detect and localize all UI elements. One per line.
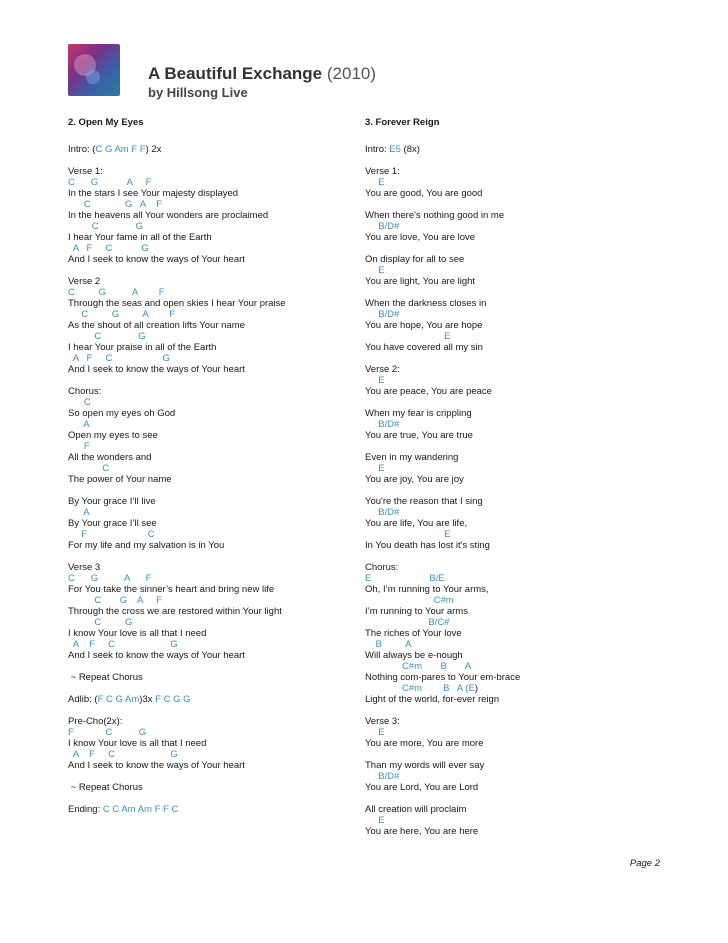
text: (8x)	[400, 144, 420, 155]
chord: F C G G	[155, 694, 191, 705]
text: All creation will proclaim	[365, 804, 467, 815]
line-gap	[68, 661, 353, 672]
text: I hear Your fame in all of the Earth	[68, 232, 212, 243]
line-gap	[365, 705, 665, 716]
chord: C	[68, 463, 110, 474]
chord-line	[365, 595, 665, 606]
chord-line	[68, 529, 353, 540]
text: You are love, You are love	[365, 232, 476, 243]
lyric-line	[68, 408, 353, 419]
text: )3x	[139, 694, 156, 705]
lyric-line	[68, 694, 353, 705]
chord-line	[365, 419, 665, 430]
lyric-line	[365, 782, 665, 793]
lyric-line	[365, 606, 665, 617]
text: )	[474, 683, 478, 694]
chord: B/D#	[365, 507, 400, 518]
chord-line	[365, 507, 665, 518]
text: ~ Repeat Chorus	[68, 782, 143, 793]
chord-line	[365, 331, 665, 342]
lyric-line	[68, 804, 353, 815]
lyric-line	[68, 298, 353, 309]
chord-line	[68, 309, 353, 320]
text: Oh, I’m running to Your arms,	[365, 584, 489, 595]
text: When there's nothing good in me	[365, 210, 505, 221]
album-cover-image	[68, 44, 120, 96]
chord-line	[68, 463, 353, 474]
chord: A F C G	[68, 243, 149, 254]
chord-line	[68, 397, 353, 408]
text: You are true, You are true	[365, 430, 473, 441]
line-gap	[68, 793, 353, 804]
chord: C G A F	[68, 177, 152, 188]
lyric-line	[68, 276, 353, 287]
chord-line	[68, 617, 353, 628]
line-gap	[68, 683, 353, 694]
text: Verse 1:	[365, 166, 400, 177]
lyric-line	[365, 342, 665, 353]
text: When the darkness closes in	[365, 298, 487, 309]
chord-line	[365, 463, 665, 474]
lyric-line	[365, 298, 665, 309]
page-number: Page 2	[629, 858, 660, 869]
line-gap	[68, 485, 353, 496]
text: You have covered all my sin	[365, 342, 483, 353]
lyric-line	[68, 386, 353, 397]
lyric-line	[68, 210, 353, 221]
chord: C G A F	[68, 595, 162, 606]
lyric-line	[68, 320, 353, 331]
lyric-line	[365, 540, 665, 551]
text: The riches of Your love	[365, 628, 462, 639]
chord: B A	[365, 639, 412, 650]
lyric-line	[68, 716, 353, 727]
chord: C G	[68, 221, 143, 232]
line-gap	[365, 397, 665, 408]
chord-line	[365, 529, 665, 540]
text: Light of the world, for-ever reign	[365, 694, 500, 705]
text: By Your grace I’ll live	[68, 496, 156, 507]
chord-line	[365, 375, 665, 386]
lyric-line	[68, 562, 353, 573]
lyric-line	[68, 342, 353, 353]
song-lines	[365, 144, 665, 837]
chord: E B/E	[365, 573, 445, 584]
line-gap	[365, 793, 665, 804]
text: When my fear is crippling	[365, 408, 472, 419]
chord-line	[68, 331, 353, 342]
lyric-line	[365, 430, 665, 441]
chord-line	[365, 177, 665, 188]
text: Pre-Cho(2x):	[68, 716, 123, 727]
lyric-line	[365, 210, 665, 221]
lyric-line	[365, 386, 665, 397]
line-gap	[68, 375, 353, 386]
lyric-line	[68, 496, 353, 507]
text: And I seek to know the ways of Your heart	[68, 364, 245, 375]
chord: F C G Am	[97, 694, 140, 705]
lyric-line	[365, 804, 665, 815]
lyric-line	[365, 826, 665, 837]
text: For You take the sinner’s heart and bring new life	[68, 584, 275, 595]
line-gap	[365, 485, 665, 496]
line-gap	[68, 551, 353, 562]
album-header	[68, 44, 377, 104]
lyric-line	[68, 166, 353, 177]
text: You're the reason that I sing	[365, 496, 483, 507]
text: You are hope, You are hope	[365, 320, 483, 331]
text: And I seek to know the ways of Your heart	[68, 650, 245, 661]
chord: A F C G	[68, 353, 170, 364]
chord-line	[365, 573, 665, 584]
chord-line	[68, 727, 353, 738]
lyric-line	[365, 166, 665, 177]
lyric-line	[68, 606, 353, 617]
chord: E	[365, 265, 385, 276]
text: Nothing com-pares to Your em-brace	[365, 672, 521, 683]
text: As the shout of all creation lifts Your name	[68, 320, 245, 331]
text: The power of Your name	[68, 474, 172, 485]
lyric-line	[365, 452, 665, 463]
chord: B/D#	[365, 309, 400, 320]
text: I hear Your praise in all of the Earth	[68, 342, 217, 353]
text: And I seek to know the ways of Your heart	[68, 254, 245, 265]
chord-line	[365, 727, 665, 738]
song-column-right	[365, 117, 665, 837]
text: And I seek to know the ways of Your heart	[68, 760, 245, 771]
text: Adlib: (	[68, 694, 98, 705]
chord: E	[468, 683, 475, 694]
album-artist: by Hillsong Live	[148, 85, 248, 100]
line-gap	[365, 287, 665, 298]
lyric-line	[365, 474, 665, 485]
line-gap	[365, 243, 665, 254]
chord-line	[68, 353, 353, 364]
text: Intro: (	[68, 144, 96, 155]
text: Will always be e-nough	[365, 650, 463, 661]
song-lines	[68, 144, 353, 815]
chord: C G A F	[68, 199, 162, 210]
text: You are joy, You are joy	[365, 474, 464, 485]
lyric-line	[68, 452, 353, 463]
chord-line	[68, 221, 353, 232]
line-gap	[68, 265, 353, 276]
chord-line	[365, 661, 665, 672]
chord-line	[365, 265, 665, 276]
text: All the wonders and	[68, 452, 152, 463]
text: Than my words will ever say	[365, 760, 485, 771]
chord-line	[68, 639, 353, 650]
chord-line	[68, 749, 353, 760]
text: In You death has lost it's sting	[365, 540, 490, 551]
chord: E	[365, 815, 385, 826]
lyric-line	[365, 562, 665, 573]
chord-line	[68, 419, 353, 430]
line-gap	[68, 771, 353, 782]
text: ~ Repeat Chorus	[68, 672, 143, 683]
lyric-line	[68, 232, 353, 243]
chord: C#m B A (	[365, 683, 469, 694]
lyric-line	[365, 628, 665, 639]
lyric-line	[365, 320, 665, 331]
lyric-line	[365, 683, 665, 694]
chord-line	[68, 595, 353, 606]
chord-line	[68, 243, 353, 254]
lyric-line	[365, 760, 665, 771]
chord: C	[68, 397, 91, 408]
text: ) 2x	[145, 144, 162, 155]
chord: A	[68, 507, 90, 518]
chord-line	[68, 199, 353, 210]
chord-line	[365, 639, 665, 650]
text: Chorus:	[365, 562, 399, 573]
text: On display for all to see	[365, 254, 465, 265]
song-column-left	[68, 117, 353, 815]
lyric-line	[68, 540, 353, 551]
lyric-line	[365, 672, 665, 683]
lyric-line	[365, 650, 665, 661]
chord: A F C G	[68, 639, 178, 650]
lyric-line	[365, 232, 665, 243]
line-gap	[68, 705, 353, 716]
chord: E	[365, 529, 451, 540]
text: Ending:	[68, 804, 103, 815]
chord: F	[68, 441, 90, 452]
text: You are life, You are life,	[365, 518, 468, 529]
chord: B/D#	[365, 419, 400, 430]
text: Through the seas and open skies I hear Your praise	[68, 298, 286, 309]
chord-line	[68, 573, 353, 584]
text: In the heavens all Your wonders are proclaimed	[68, 210, 269, 221]
line-gap	[365, 749, 665, 760]
text: For my life and my salvation is in You	[68, 540, 225, 551]
line-gap	[365, 353, 665, 364]
song-title: 2. Open My Eyes	[68, 117, 144, 128]
lyric-line	[68, 364, 353, 375]
lyric-line	[68, 760, 353, 771]
chord-line	[365, 221, 665, 232]
lyric-line	[68, 188, 353, 199]
text: Verse 2:	[365, 364, 400, 375]
chord-line	[365, 309, 665, 320]
chord: E	[365, 177, 385, 188]
lyric-line	[365, 276, 665, 287]
lyric-line	[365, 364, 665, 375]
chord: C G	[68, 331, 146, 342]
line-gap	[68, 155, 353, 166]
lyric-line	[68, 782, 353, 793]
text: Chorus:	[68, 386, 102, 397]
album-year: (2010)	[326, 64, 377, 83]
text: Verse 3:	[365, 716, 400, 727]
text: Intro:	[365, 144, 390, 155]
text: You are more, You are more	[365, 738, 484, 749]
lyric-line	[68, 650, 353, 661]
lyric-line	[68, 430, 353, 441]
chord-line	[68, 441, 353, 452]
chord: F C G	[68, 727, 147, 738]
lyric-line	[68, 628, 353, 639]
lyric-line	[68, 738, 353, 749]
chord: C G A F	[68, 309, 176, 320]
text: In the stars I see Your majesty displayed	[68, 188, 239, 199]
lyric-line	[68, 584, 353, 595]
lyric-line	[68, 144, 353, 155]
chord: C G Am F F	[95, 144, 146, 155]
lyric-line	[365, 738, 665, 749]
lyric-line	[365, 188, 665, 199]
lyric-line	[365, 716, 665, 727]
text: I know Your love is all that I need	[68, 738, 207, 749]
chord-line	[68, 507, 353, 518]
chord: A	[68, 419, 90, 430]
lyric-line	[365, 518, 665, 529]
chord: C#m B A	[365, 661, 472, 672]
text: I know Your love is all that I need	[68, 628, 207, 639]
text: You are Lord, You are Lord	[365, 782, 479, 793]
lyric-line	[365, 584, 665, 595]
chord-line	[68, 287, 353, 298]
lyric-line	[68, 254, 353, 265]
text: I’m running to Your arms	[365, 606, 468, 617]
album-title-text: A Beautiful Exchange	[148, 64, 323, 83]
text: Open my eyes to see	[68, 430, 158, 441]
text: You are peace, You are peace	[365, 386, 492, 397]
chord-line	[365, 771, 665, 782]
chord-line	[365, 815, 665, 826]
text: You are good, You are good	[365, 188, 483, 199]
chord: B/C#	[365, 617, 450, 628]
chord: C G A F	[68, 573, 152, 584]
album-title	[148, 64, 376, 84]
text: Verse 2	[68, 276, 101, 287]
chord: B/D#	[365, 771, 400, 782]
lyric-line	[68, 672, 353, 683]
lyric-line	[365, 144, 665, 155]
chord: C G	[68, 617, 133, 628]
chord: A F C G	[68, 749, 178, 760]
lyric-line	[365, 254, 665, 265]
chord-line	[365, 617, 665, 628]
chord: B/D#	[365, 221, 400, 232]
line-gap	[365, 199, 665, 210]
lyric-line	[365, 408, 665, 419]
chord-line	[68, 177, 353, 188]
chord: C#m	[365, 595, 454, 606]
chord: F C	[68, 529, 155, 540]
text: So open my eyes oh God	[68, 408, 176, 419]
chord: E	[365, 375, 385, 386]
lyric-line	[365, 694, 665, 705]
lyric-line	[68, 518, 353, 529]
chord: C G A F	[68, 287, 165, 298]
text: Verse 3	[68, 562, 101, 573]
chord: E	[365, 463, 385, 474]
line-gap	[365, 551, 665, 562]
text: Verse 1:	[68, 166, 103, 177]
chord: C C Am Am F F C	[102, 804, 179, 815]
line-gap	[365, 155, 665, 166]
song-title: 3. Forever Reign	[365, 117, 440, 128]
text: By Your grace I’ll see	[68, 518, 157, 529]
text: You are light, You are light	[365, 276, 476, 287]
line-gap	[365, 441, 665, 452]
text: You are here, You are here	[365, 826, 479, 837]
chord: E	[365, 331, 451, 342]
text: Even in my wandering	[365, 452, 459, 463]
lyric-line	[365, 496, 665, 507]
text: Through the cross we are restored within Your light	[68, 606, 282, 617]
chord: E5	[389, 144, 401, 155]
chord: E	[365, 727, 385, 738]
lyric-line	[68, 474, 353, 485]
